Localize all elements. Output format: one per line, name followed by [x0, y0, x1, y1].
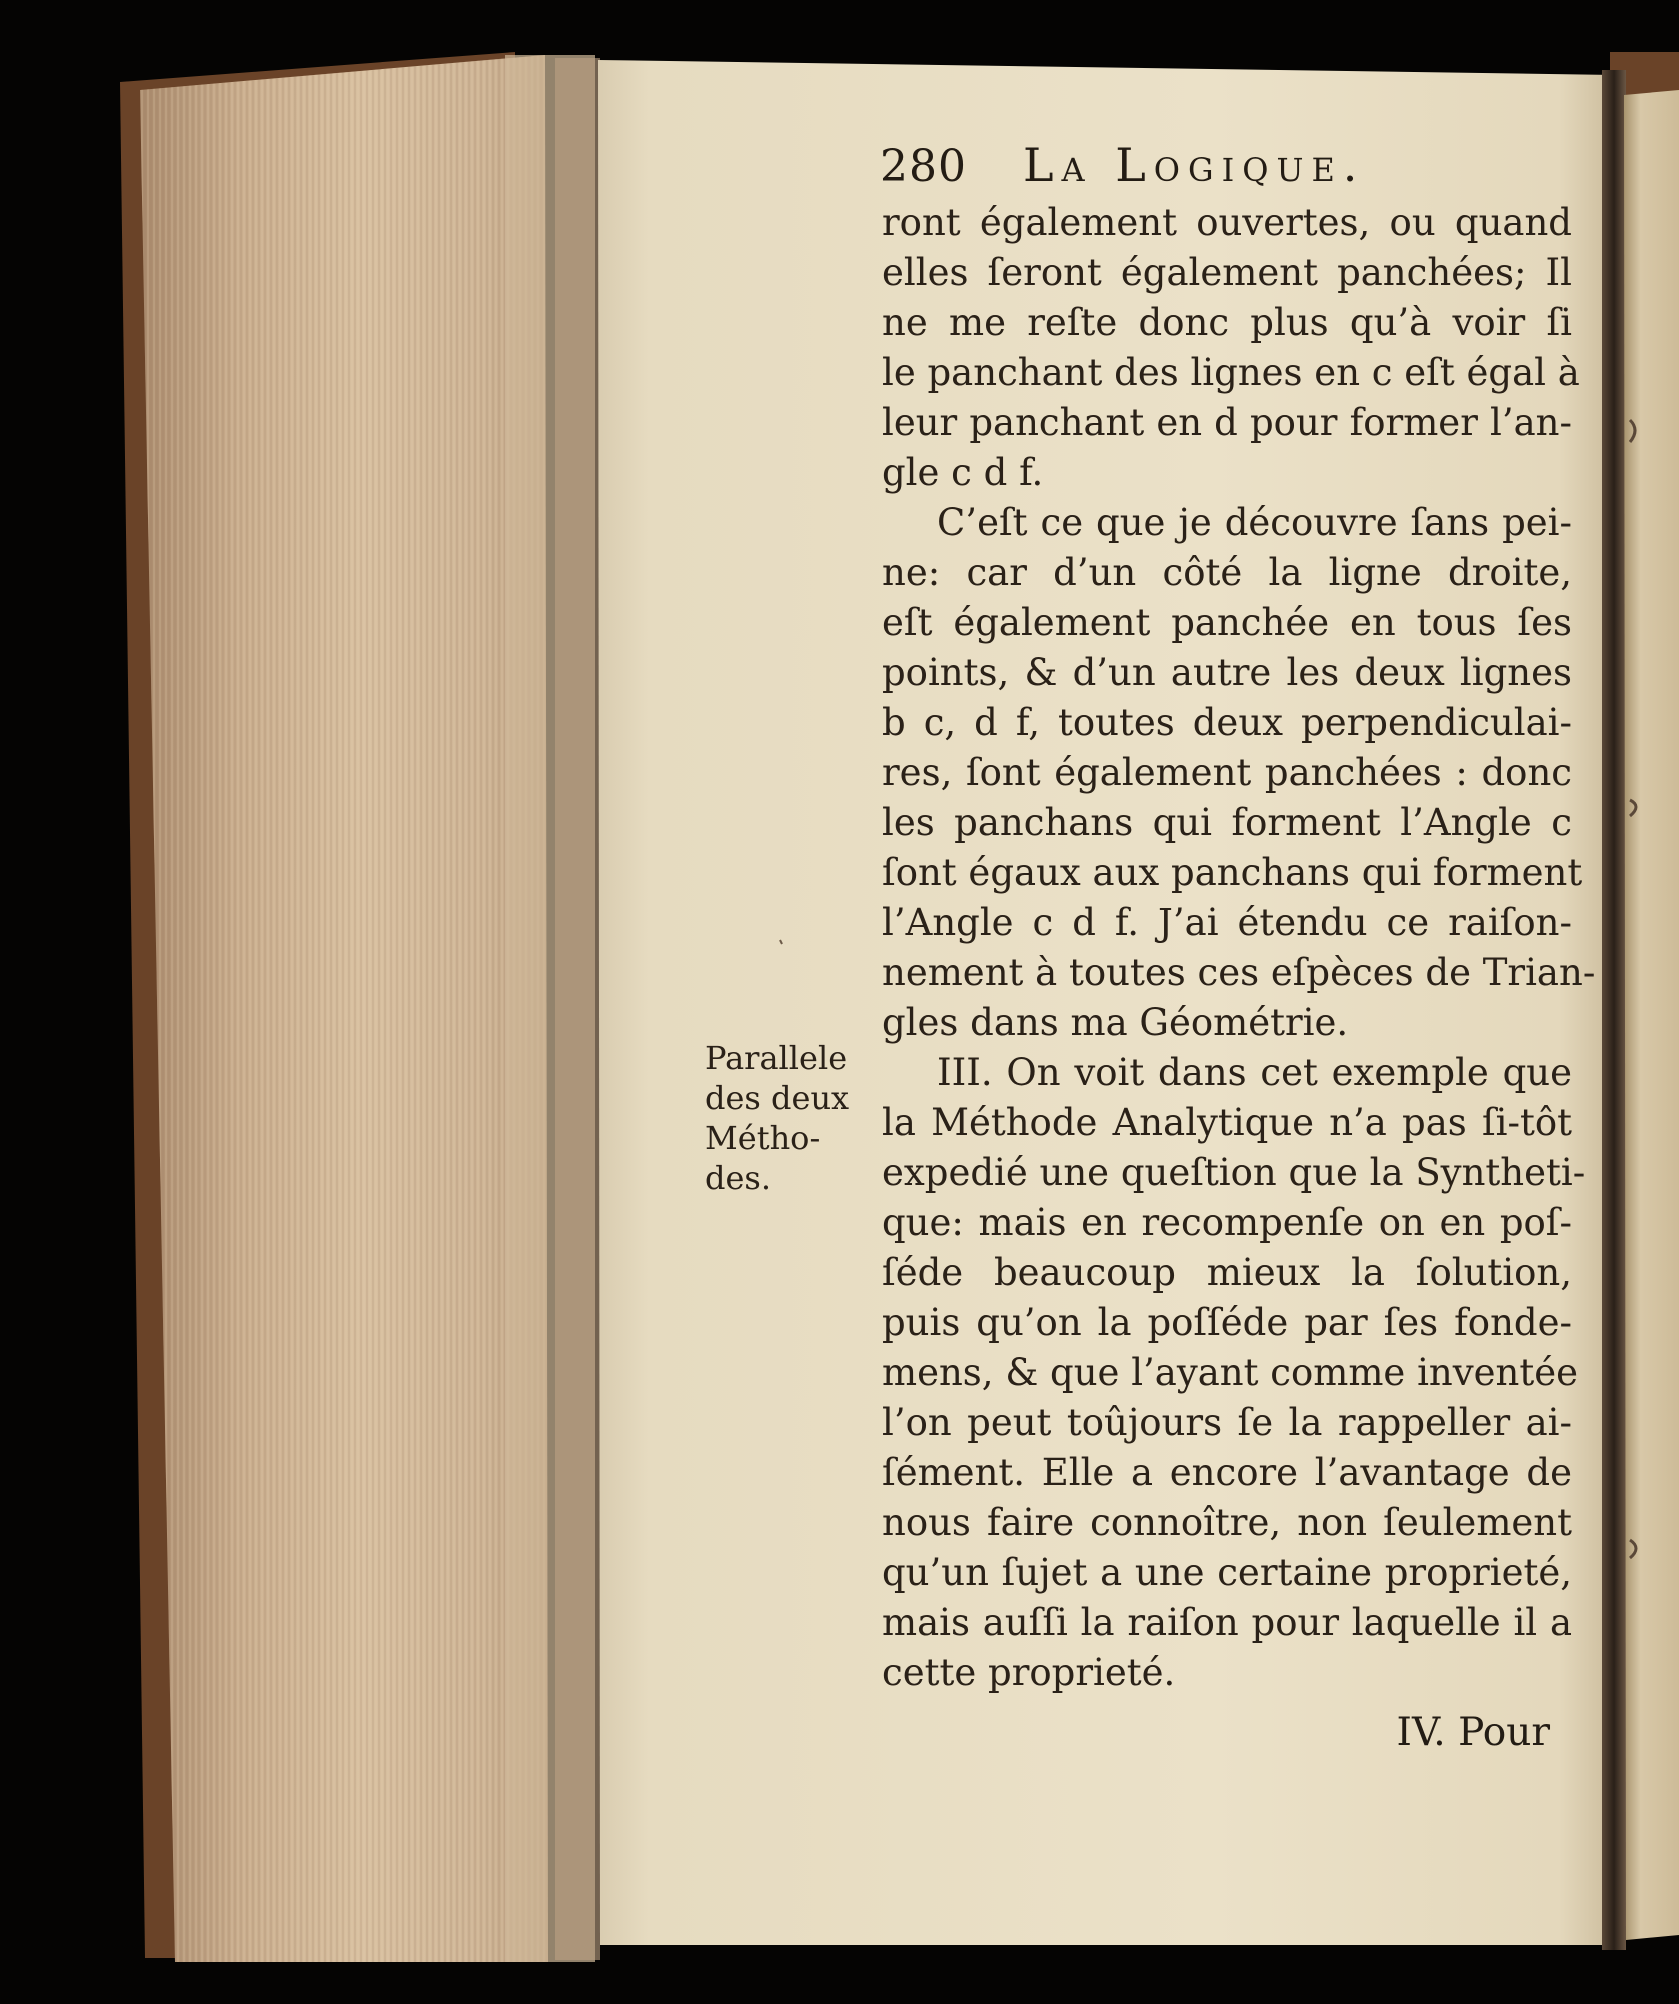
text-line: ſont égaux aux panchans qui forment	[882, 851, 1583, 894]
text-line: b c, d f, toutes deux perpendiculai-	[882, 701, 1572, 744]
text-line: gle c d f.	[882, 451, 1044, 494]
text-line: III. On voit dans cet exemple que	[937, 1051, 1572, 1094]
text-line: qu’un ſujet a une certaine proprieté,	[882, 1551, 1572, 1594]
text-line: l’Angle c d f. J’ai étendu ce raiſon-	[882, 901, 1572, 944]
margin-note-line: Métho-	[705, 1119, 821, 1157]
text-line: ne: car d’un côté la ligne droite,	[882, 551, 1572, 594]
margin-note-line: des deux	[705, 1079, 850, 1117]
text-line: gles dans ma Géométrie.	[882, 1001, 1349, 1044]
text-line: elles ſeront également panchées; Il	[882, 251, 1572, 294]
text-line: ront également ouvertes, ou quand	[882, 201, 1572, 244]
page-number: 280	[880, 141, 967, 192]
catchword: IV. Pour	[1396, 1710, 1550, 1755]
text-line: expedié une queſtion que la Syntheti-	[882, 1151, 1586, 1194]
running-title: La Logique.	[1022, 138, 1366, 192]
running-head	[880, 138, 1440, 198]
text-line: le panchant des lignes en c eſt égal à	[882, 351, 1580, 394]
text-line: leur panchant en d pour former l’an-	[882, 401, 1572, 444]
text-line: les panchans qui forment l’Angle c	[882, 801, 1572, 844]
margin-note	[705, 1038, 855, 1198]
text-line: la Méthode Analytique n’a pas ſi-tôt	[882, 1101, 1572, 1144]
text-line: ſément. Elle a encore l’avantage de	[882, 1451, 1572, 1494]
text-line: cette proprieté.	[882, 1651, 1176, 1694]
margin-note-line: des.	[705, 1159, 772, 1197]
text-line: nous faire connoître, non ſeulement	[882, 1501, 1572, 1544]
text-line: l’on peut toûjours ſe la rappeller ai-	[882, 1401, 1572, 1444]
text-line: res, ſont également panchées : donc	[882, 751, 1572, 794]
text-line: puis qu’on la poſſéde par ſes fonde-	[882, 1301, 1572, 1344]
text-line: que: mais en recompenſe on en poſ-	[882, 1201, 1572, 1244]
text-line: points, & d’un autre les deux lignes	[882, 651, 1572, 694]
text-line: eſt également panchée en tous ſes	[882, 601, 1572, 644]
text-line: mens, & que l’ayant comme inventée	[882, 1351, 1579, 1394]
text-line: C’eſt ce que je découvre ſans pei-	[937, 501, 1572, 544]
text-line: mais auſſi la raiſon pour laquelle il a	[882, 1601, 1572, 1644]
margin-note-line: Parallele	[705, 1039, 848, 1077]
text-line: nement à toutes ces eſpèces de Trian-	[882, 951, 1596, 994]
text-line: ne me reſte donc plus qu’à voir ſi	[882, 301, 1572, 344]
body-text	[882, 198, 1596, 1698]
text-line: ſéde beaucoup mieux la ſolution,	[882, 1251, 1572, 1294]
